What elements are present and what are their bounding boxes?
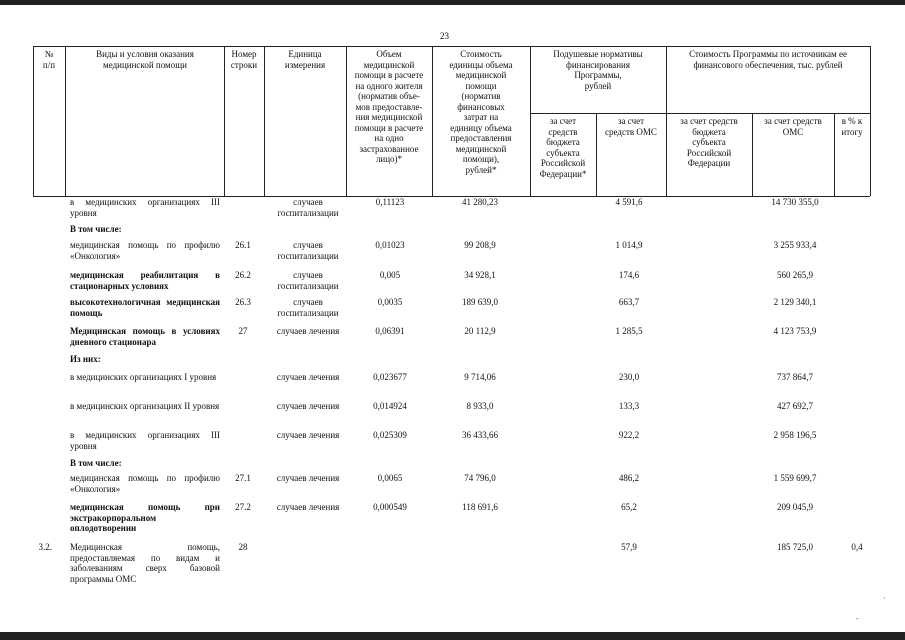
header-per-capita-budget: за счет средств бюджета субъекта Российской Федерации*	[539, 116, 587, 179]
cell-unit: случаев лечения	[276, 502, 340, 512]
cell-volume: 0,023677	[373, 372, 407, 382]
cell-volume: 0,06391	[375, 326, 405, 336]
cell-unit: случаев лечения	[276, 401, 340, 411]
cell-oms-norm: 1 014,9	[615, 240, 643, 250]
cell-pct: 0,4	[851, 542, 863, 552]
cell-cost: 9 714,06	[464, 372, 496, 382]
cell-volume: 0,01023	[375, 240, 405, 250]
cell-name: В том числе:	[70, 224, 122, 234]
cell-oms-prog: 185 725,0	[777, 542, 813, 552]
cell-oms-norm: 230,0	[618, 372, 640, 382]
cell-volume: 0,005	[379, 270, 401, 280]
cell-unit: случаев госпитализации	[277, 270, 339, 291]
cell-oms-prog: 1 559 699,7	[773, 473, 817, 483]
cell-name: медицинская помощь по профилю «Онкология»	[70, 473, 220, 494]
cell-line: 28	[238, 542, 248, 552]
cell-name: медицинская реабилитация в стационарных условиях	[70, 270, 220, 291]
scan-speck: -	[856, 614, 859, 623]
cell-oms-norm: 1 285,5	[615, 326, 643, 336]
col-border	[870, 46, 871, 196]
cell-cost: 36 433,66	[462, 430, 498, 440]
cell-oms-prog: 209 045,9	[777, 502, 813, 512]
cell-oms-norm: 57,9	[621, 542, 637, 552]
scan-speck: ·	[883, 594, 886, 603]
cell-unit: случаев госпитализации	[277, 297, 339, 318]
header-program-budget: за счет средств бюджета субъекта Российской Федерации	[680, 116, 738, 168]
cell-oms-norm: 174,6	[618, 270, 640, 280]
cell-name: В том числе:	[70, 458, 122, 468]
page-number: 23	[440, 31, 449, 41]
cell-oms-prog: 2 129 340,1	[773, 297, 817, 307]
header-program-cost: Стоимость Программы по источникам ее финансового обеспечения, тыс. рублей	[689, 49, 847, 70]
cell-name: высокотехнологичная медицинская помощь	[70, 297, 220, 318]
cell-cost: 74 796,0	[464, 473, 496, 483]
cell-cost: 189 639,0	[462, 297, 498, 307]
header-program-pct: в % к итогу	[841, 116, 863, 137]
header-top-rule	[33, 46, 870, 47]
cell-unit: случаев лечения	[276, 326, 340, 336]
header-line: Номер строки	[230, 49, 258, 70]
cell-name: Медицинская помощь, предоставляемая по видам и заболеваниям сверх базовой программы ОМС	[70, 542, 220, 584]
cell-name: медицинская помощь по профилю «Онкология»	[70, 240, 220, 261]
cell-volume: 0,025309	[373, 430, 407, 440]
cell-cost: 34 928,1	[464, 270, 496, 280]
cell-cost: 118 691,6	[462, 502, 498, 512]
cell-oms-prog: 14 730 355,0	[771, 197, 819, 207]
cell-name: в медицинских организациях III уровня	[70, 197, 220, 218]
cell-oms-norm: 486,2	[618, 473, 640, 483]
cell-volume: 0,014924	[373, 401, 407, 411]
header-name: Виды и условия оказания медицинской помощи	[96, 49, 194, 70]
cell-unit: случаев лечения	[276, 372, 340, 382]
top-scan-border	[0, 0, 905, 5]
cell-oms-norm: 133,3	[618, 401, 640, 411]
cell-volume: 0,000549	[373, 502, 407, 512]
cell-line: 27	[238, 326, 248, 336]
cell-line: 26.3	[235, 297, 251, 307]
cell-oms-prog: 560 265,9	[777, 270, 813, 280]
cell-oms-norm: 65,2	[621, 502, 637, 512]
header-mid-rule	[530, 113, 870, 114]
cell-name: Медицинская помощь в условиях дневного стационара	[70, 326, 220, 347]
header-per-capita-oms: за счет средств ОМС	[605, 116, 657, 137]
cell-volume: 0,11123	[375, 197, 405, 207]
cell-cost: 41 280,23	[462, 197, 498, 207]
cell-name: медицинская помощь при экстракорпоральном оплодотворении	[70, 502, 220, 533]
cell-oms-prog: 737 864,7	[777, 372, 813, 382]
cell-cost: 20 112,9	[464, 326, 496, 336]
bottom-scan-border	[0, 632, 905, 640]
cell-cost: 8 933,0	[466, 401, 494, 411]
cell-name: в медицинских организациях III уровня	[70, 430, 220, 451]
cell-line: 27.1	[235, 473, 251, 483]
cell-name: Из них:	[70, 354, 101, 364]
cell-oms-prog: 427 692,7	[777, 401, 813, 411]
header-num: № п/п	[42, 49, 56, 70]
cell-name: в медицинских организациях I уровня	[70, 372, 217, 382]
cell-oms-norm: 4 591,6	[615, 197, 643, 207]
cell-cost: 99 208,9	[464, 240, 496, 250]
header-unit: Единица измерения	[284, 49, 326, 70]
cell-line: 26.1	[235, 240, 251, 250]
cell-unit: случаев госпитализации	[277, 240, 339, 261]
cell-oms-prog: 4 123 753,9	[773, 326, 817, 336]
header-volume: Объем медицинской помощи в расчете на одного жителя (норматив объе- мов предоставле- ния медицинской помощи в расчете на одно застрахованное лицо)*	[354, 49, 424, 164]
cell-unit: случаев госпитализации	[277, 197, 339, 218]
header-program-oms: за счет средств ОМС	[764, 116, 822, 137]
cell-line: 26.2	[235, 270, 251, 280]
cell-volume: 0,0035	[377, 297, 403, 307]
cell-unit: случаев лечения	[276, 473, 340, 483]
cell-name: в медицинских организациях II уровня	[70, 401, 220, 411]
cell-volume: 0,0065	[377, 473, 403, 483]
cell-oms-norm: 663,7	[618, 297, 640, 307]
cell-line: 27.2	[235, 502, 251, 512]
header-cost: Стоимость единицы объема медицинской помощи (норматив финансовых затрат на единицу объема предоставления медицинской помощи), рублей*	[449, 49, 513, 175]
cell-num: 3.2.	[38, 542, 52, 552]
cell-unit: случаев лечения	[276, 430, 340, 440]
header-per-capita: Подушевые нормативы финансирования Программы, рублей	[553, 49, 643, 91]
cell-oms-prog: 3 255 933,4	[773, 240, 817, 250]
cell-oms-prog: 2 958 196,5	[773, 430, 817, 440]
cell-oms-norm: 922,2	[618, 430, 640, 440]
